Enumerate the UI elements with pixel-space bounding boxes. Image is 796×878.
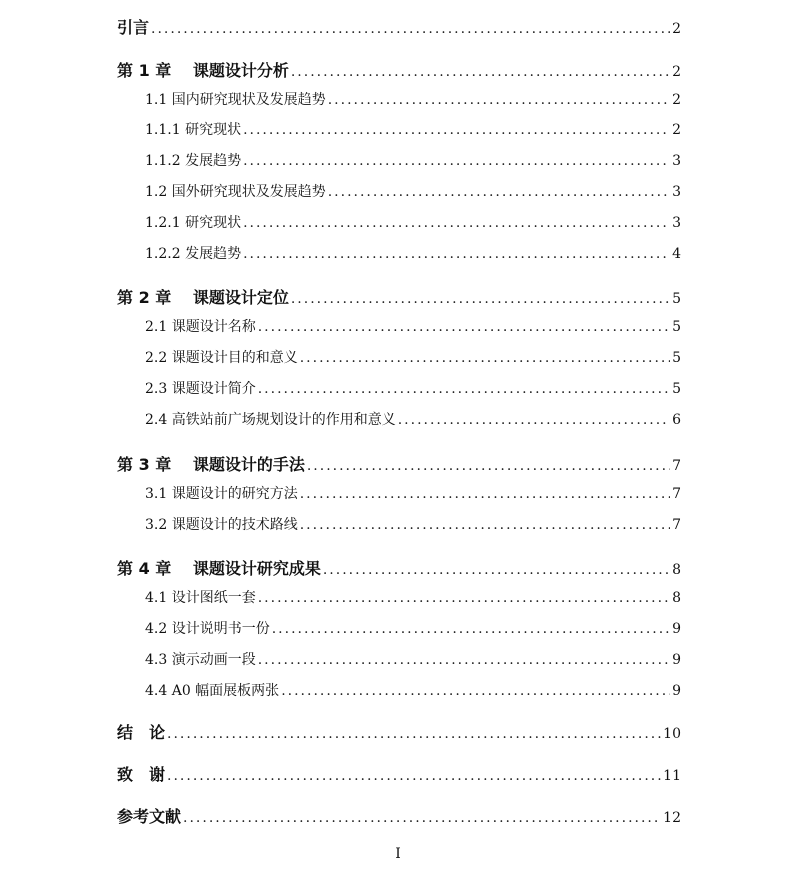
toc-entry-page: 5 [672,319,681,335]
toc-entry-1-2-1[interactable] [145,212,681,232]
toc-entry-1-1-1[interactable] [145,119,681,139]
dot-leader [258,590,670,606]
dot-leader [258,381,670,397]
dot-leader [291,64,670,80]
toc-entry-title: 4.1 设计图纸一套 [145,590,256,606]
dot-leader [243,153,670,169]
toc-entry-1-1-2[interactable] [145,150,681,170]
toc-entry-page: 9 [672,621,681,637]
dot-leader [281,683,670,699]
toc-entry-title: 结 论 [117,723,166,742]
toc-entry-page: 3 [672,153,681,169]
toc-entry-page: 3 [672,184,681,200]
toc-entry-title: 2.4 高铁站前广场规划设计的作用和意义 [145,412,396,428]
dot-leader [328,92,670,108]
toc-entry-2-1[interactable] [145,316,681,336]
toc-entry-page: 6 [672,412,681,428]
toc-entry-page: 10 [663,726,681,742]
dot-leader [183,810,661,826]
toc-entry-page: 7 [672,486,681,502]
toc-entry-title: 第 1 章 课题设计分析 [117,61,289,80]
toc-entry-page: 2 [672,21,681,37]
dot-leader [291,291,670,307]
toc-entry-4-2[interactable] [145,618,681,638]
toc-entry-chapter-4[interactable] [117,556,681,579]
toc-entry-title: 1.1.1 研究现状 [145,122,242,138]
toc-entry-page: 5 [672,350,681,366]
toc-entry-title: 3.1 课题设计的研究方法 [145,486,298,502]
dot-leader [328,184,670,200]
toc-entry-page: 2 [672,92,681,108]
toc-entry-1-1[interactable] [145,89,681,109]
toc-entry-references[interactable] [117,804,681,827]
toc-entry-title: 1.2 国外研究现状及发展趋势 [145,184,326,200]
toc-entry-page: 11 [663,768,681,784]
toc-entry-page: 5 [672,291,681,307]
toc-entry-title: 3.2 课题设计的技术路线 [145,517,298,533]
toc-entry-title: 参考文献 [117,807,182,826]
toc-entry-3-1[interactable] [145,483,681,503]
toc-entry-2-4[interactable] [145,409,681,429]
toc-entry-conclusion[interactable] [117,720,681,743]
dot-leader [272,621,670,637]
toc-entry-page: 2 [672,64,681,80]
toc-entry-4-1[interactable] [145,587,681,607]
toc-entry-title: 1.1 国内研究现状及发展趋势 [145,92,326,108]
dot-leader [258,652,670,668]
toc-entry-page: 9 [672,683,681,699]
toc-entry-page: 7 [672,517,681,533]
toc-entry-title: 1.1.2 发展趋势 [145,153,242,169]
dot-leader [167,726,661,742]
toc-entry-page: 12 [663,810,681,826]
dot-leader [243,246,670,262]
toc-entry-page: 5 [672,381,681,397]
toc-entry-page: 8 [672,590,681,606]
toc-entry-1-2-2[interactable] [145,243,681,263]
dot-leader [323,562,670,578]
toc-entry-acknowledgements[interactable] [117,762,681,785]
dot-leader [243,122,670,138]
toc-entry-2-3[interactable] [145,378,681,398]
toc-entry-title: 4.4 A0 幅面展板两张 [145,683,280,699]
toc-entry-title: 引言 [117,18,150,37]
toc-entry-page: 2 [672,122,681,138]
dot-leader [151,21,670,37]
toc-entry-chapter-1[interactable] [117,58,681,81]
dot-leader [243,215,670,231]
toc-entry-title: 4.2 设计说明书一份 [145,621,270,637]
dot-leader [258,319,670,335]
dot-leader [398,412,670,428]
toc-entry-2-2[interactable] [145,347,681,367]
toc-entry-title: 2.1 课题设计名称 [145,319,256,335]
dot-leader [167,768,661,784]
dot-leader [300,350,670,366]
toc-entry-title: 第 4 章 课题设计研究成果 [117,559,321,578]
toc-entry-title: 1.2.1 研究现状 [145,215,242,231]
toc-entry-3-2[interactable] [145,514,681,534]
toc-entry-title: 第 2 章 课题设计定位 [117,288,289,307]
toc-entry-title: 2.3 课题设计简介 [145,381,256,397]
toc-entry-4-3[interactable] [145,649,681,669]
toc-entry-1-2[interactable] [145,181,681,201]
toc-entry-page: 4 [672,246,681,262]
toc-entry-title: 致 谢 [117,765,166,784]
toc-entry-intro[interactable] [117,15,681,38]
toc-entry-chapter-2[interactable] [117,285,681,308]
toc-entry-chapter-3[interactable] [117,452,681,475]
dot-leader [300,517,670,533]
toc-entry-page: 7 [672,458,681,474]
dot-leader [300,486,670,502]
toc-entry-4-4[interactable] [145,680,681,700]
dot-leader [307,458,670,474]
toc-entry-page: 9 [672,652,681,668]
toc-entry-page: 8 [672,562,681,578]
toc-entry-title: 第 3 章 课题设计的手法 [117,455,305,474]
toc-entry-title: 2.2 课题设计目的和意义 [145,350,298,366]
toc-entry-page: 3 [672,215,681,231]
page-number: I [395,846,401,862]
toc-entry-title: 4.3 演示动画一段 [145,652,256,668]
toc-entry-title: 1.2.2 发展趋势 [145,246,242,262]
